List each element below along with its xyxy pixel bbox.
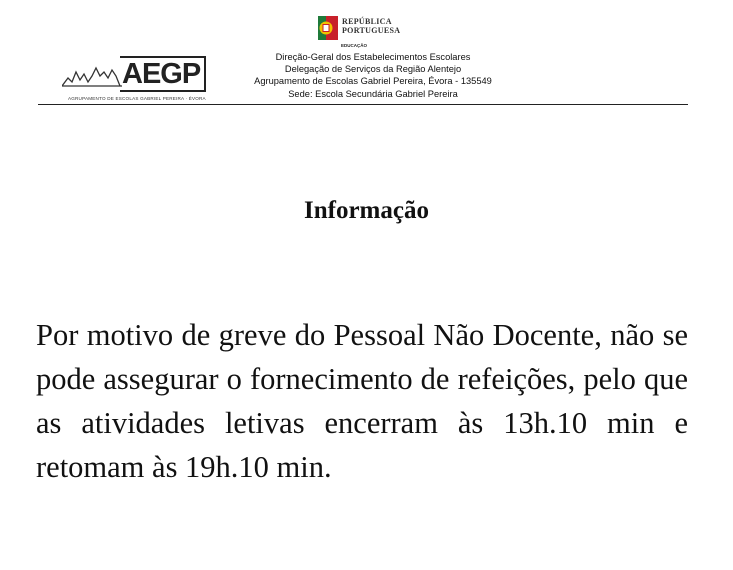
coat-of-arms-icon xyxy=(318,16,338,40)
educacao-label: EDUCAÇÃO xyxy=(341,43,368,48)
republica-line-1: REPÚBLICA xyxy=(342,17,392,26)
aegp-logo xyxy=(62,56,222,96)
header-line-directorate: Direção-Geral dos Estabelecimentos Escolares xyxy=(275,52,471,62)
header-divider xyxy=(38,104,688,105)
header-line-delegation: Delegação de Serviços da Região Alentejo xyxy=(284,64,462,75)
header-line-school-group: Agrupamento de Escolas Gabriel Pereira, Évora - 135549 xyxy=(254,76,492,87)
republica-portuguesa-emblem xyxy=(318,16,438,42)
letterhead xyxy=(0,0,733,110)
header-line-headquarters: Sede: Escola Secundária Gabriel Pereira xyxy=(288,88,458,99)
document-title: Informação xyxy=(304,197,429,224)
republica-line-2: PORTUGUESA xyxy=(342,25,401,35)
header-address-block xyxy=(218,51,528,100)
document-body: Por motivo de greve do Pessoal Não Docente, não se pode assegurar o fornecimento de refeições, pelo que as atividades letivas encerram às 13h.10 min e retomam às 19h.10 min. xyxy=(36,318,688,484)
aegp-logo-text: AEGP xyxy=(120,56,206,92)
city-skyline-icon xyxy=(62,62,122,88)
aegp-logo-caption: AGRUPAMENTO DE ESCOLAS GABRIEL PEREIRA · ÉVORA xyxy=(68,96,206,101)
